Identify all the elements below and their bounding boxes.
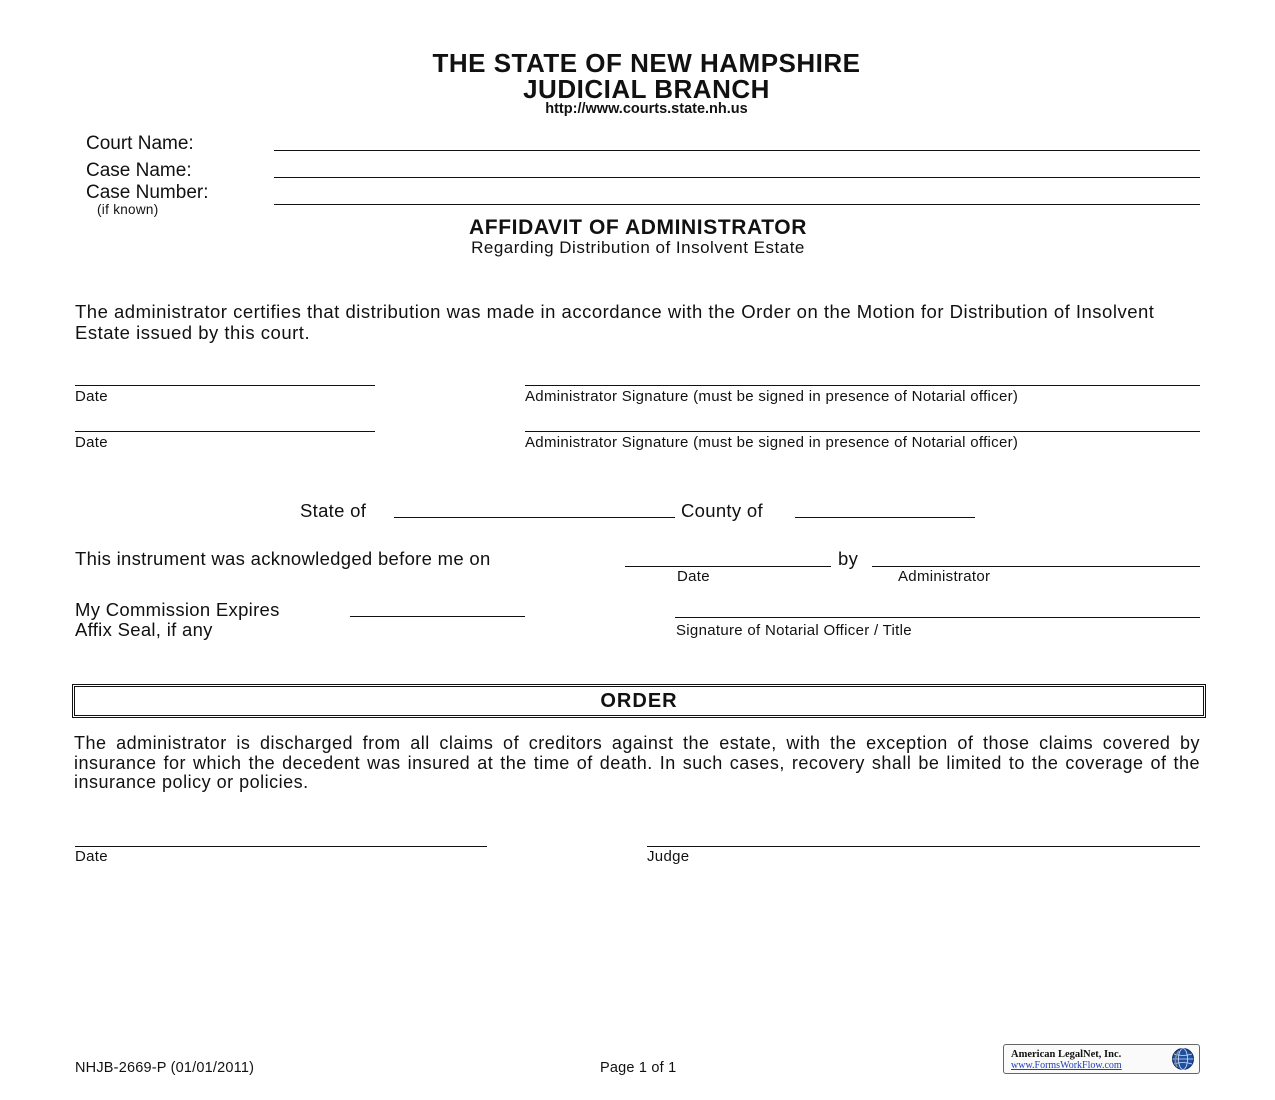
- page-number: Page 1 of 1: [600, 1060, 677, 1076]
- case-name-label: Case Name:: [86, 160, 192, 181]
- date-field-2[interactable]: [75, 431, 375, 432]
- state-of-label: State of: [300, 500, 367, 521]
- order-date-field[interactable]: [75, 846, 487, 847]
- signature-label-2: Administrator Signature (must be signed in presence of Notarial officer): [525, 434, 1019, 451]
- by-label: by: [838, 548, 859, 569]
- acknowledged-administrator-label: Administrator: [898, 568, 991, 585]
- case-number-note: (if known): [97, 202, 159, 217]
- notary-signature-field[interactable]: [675, 617, 1200, 618]
- globe-icon: [1171, 1047, 1195, 1071]
- judge-label: Judge: [647, 848, 690, 865]
- case-number-label: Case Number:: [86, 182, 209, 203]
- acknowledged-date-field[interactable]: [625, 566, 831, 567]
- administrator-signature-1[interactable]: [525, 385, 1200, 386]
- county-of-label: County of: [681, 500, 763, 521]
- court-name-label: Court Name:: [86, 133, 194, 154]
- date-label-1: Date: [75, 388, 108, 405]
- administrator-signature-2[interactable]: [525, 431, 1200, 432]
- case-name-field[interactable]: [274, 177, 1200, 178]
- logo-url[interactable]: www.FormsWorkFlow.com: [1011, 1060, 1122, 1071]
- case-number-field[interactable]: [274, 204, 1200, 205]
- acknowledged-text: This instrument was acknowledged before me on: [75, 548, 491, 569]
- affidavit-title: AFFIDAVIT OF ADMINISTRATOR: [469, 216, 807, 239]
- form-id: NHJB-2669-P (01/01/2011): [75, 1060, 255, 1076]
- county-field[interactable]: [795, 517, 975, 518]
- branch-title: JUDICIAL BRANCH: [523, 74, 770, 104]
- acknowledged-administrator-field[interactable]: [872, 566, 1200, 567]
- commission-expires-label: My Commission Expires: [75, 599, 280, 620]
- affidavit-subtitle: Regarding Distribution of Insolvent Estate: [471, 238, 805, 257]
- signature-label-1: Administrator Signature (must be signed in presence of Notarial officer): [525, 388, 1019, 405]
- date-field-1[interactable]: [75, 385, 375, 386]
- court-name-field[interactable]: [274, 150, 1200, 151]
- state-field[interactable]: [394, 517, 675, 518]
- notary-signature-label: Signature of Notarial Officer / Title: [676, 622, 912, 639]
- date-label-2: Date: [75, 434, 108, 451]
- commission-expires-field[interactable]: [350, 616, 525, 617]
- state-title: THE STATE OF NEW HAMPSHIRE: [432, 48, 861, 78]
- order-heading-box: [72, 684, 1206, 718]
- order-date-label: Date: [75, 848, 108, 865]
- certification-text: The administrator certifies that distribution was made in accordance with the Order on the Motion for Distribution of Insolvent Estate issued by this court.: [75, 301, 1155, 343]
- judge-signature-field[interactable]: [647, 846, 1200, 847]
- court-url[interactable]: http://www.courts.state.nh.us: [545, 101, 748, 117]
- logo-company-name: American LegalNet, Inc.: [1011, 1049, 1122, 1060]
- affix-seal-label: Affix Seal, if any: [75, 619, 213, 640]
- american-legalnet-logo[interactable]: [1003, 1044, 1200, 1074]
- acknowledged-date-label: Date: [677, 568, 710, 585]
- order-title: ORDER: [600, 690, 678, 712]
- order-text: The administrator is discharged from all claims of creditors against the estate, with the exception of those claims covered by insurance for which the decedent was insured at the time of death. In such cases, recovery shall be limited to the coverage of the insurance policy or policies.: [74, 733, 1200, 792]
